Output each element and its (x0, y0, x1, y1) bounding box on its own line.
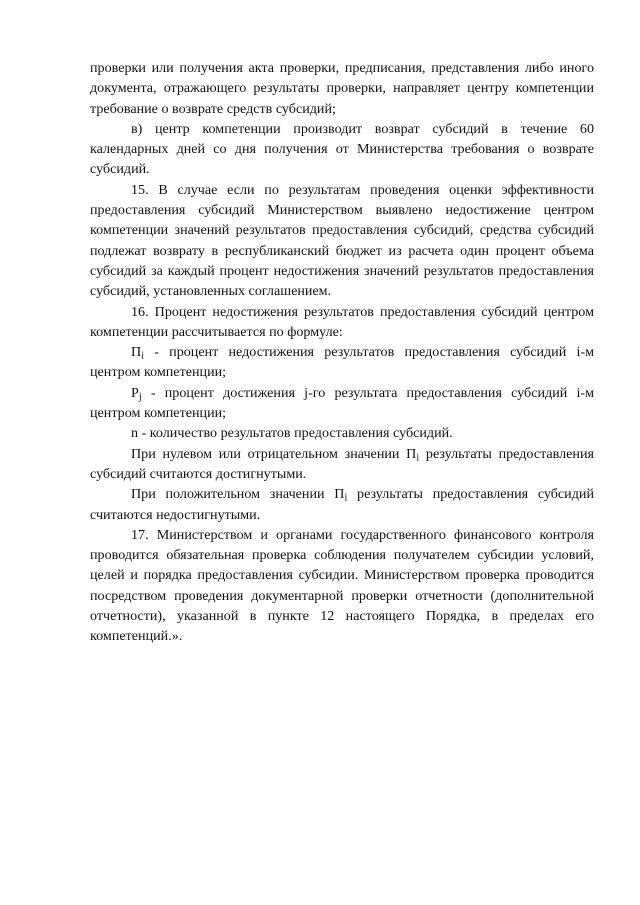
subscript-i: i (344, 492, 348, 504)
subscript-j: j (138, 391, 142, 403)
symbol-p: P (131, 384, 139, 401)
subscript-i: i (416, 452, 420, 464)
definition-pi (90, 342, 594, 383)
definition-pj-text: - процент достижения j-го результата предоставления субсидий i-м центром компетенции; (90, 384, 594, 422)
definition-pi-text: - процент недостижения результатов предоставления субсидий i-м центром компетенции; (90, 344, 594, 381)
positive-lead: При положительном значении П (131, 486, 345, 503)
positive-rest: результаты предоставления субсидий считаются недостигнутыми. (90, 486, 594, 523)
symbol-pi: П (131, 344, 142, 361)
paragraph-return-request: проверки или получения акта проверки, предписания, представления либо иного документа, отражающего результаты проверки, направляет центру компетенции требование о возврате средств субсидий; (90, 60, 594, 117)
paragraph-16: 16. Процент недостижения результатов предоставления субсидий центром компетенции рассчитывается по формуле: (90, 303, 594, 340)
definition-n: n - количество результатов предоставления субсидий. (131, 425, 453, 442)
subscript-i: i (141, 350, 145, 362)
zero-negative-rest: результаты предоставления субсидий считаются достигнутыми. (90, 445, 594, 482)
document-body (90, 58, 594, 647)
paragraph-item-v: в) центр компетенции производит возврат субсидий в течение 60 календарных дней со дня получения от Министерства требования о возврате субсидий. (90, 120, 594, 178)
definition-pj (90, 383, 594, 424)
paragraph-zero-or-negative (90, 444, 594, 485)
paragraph-positive (90, 484, 594, 525)
zero-negative-lead: При нулевом или отрицательном значении П (131, 445, 417, 462)
paragraph-15: 15. В случае если по результатам проведения оценки эффективности предоставления субсидий Министерством выявлено недостижение центром компетенции значений результатов предоставления субсидий, средства субсидий подлежат возврату в республиканский бюджет из расчета один процент объема субсидий за каждый процент недостижения значений результатов предоставления субсидий, установленных соглашением. (90, 181, 594, 300)
paragraph-17: 17. Министерством и органами государственного финансового контроля проводится обязательная проверка соблюдения получателем субсидии условий, целей и порядка предоставления субсидии. Министерством проверка проводится посредством проведения документарной проверки отчетности (дополнительной отчетности), указанной в пункте 12 настоящего Порядка, в пределах его компетенций.». (90, 526, 594, 645)
